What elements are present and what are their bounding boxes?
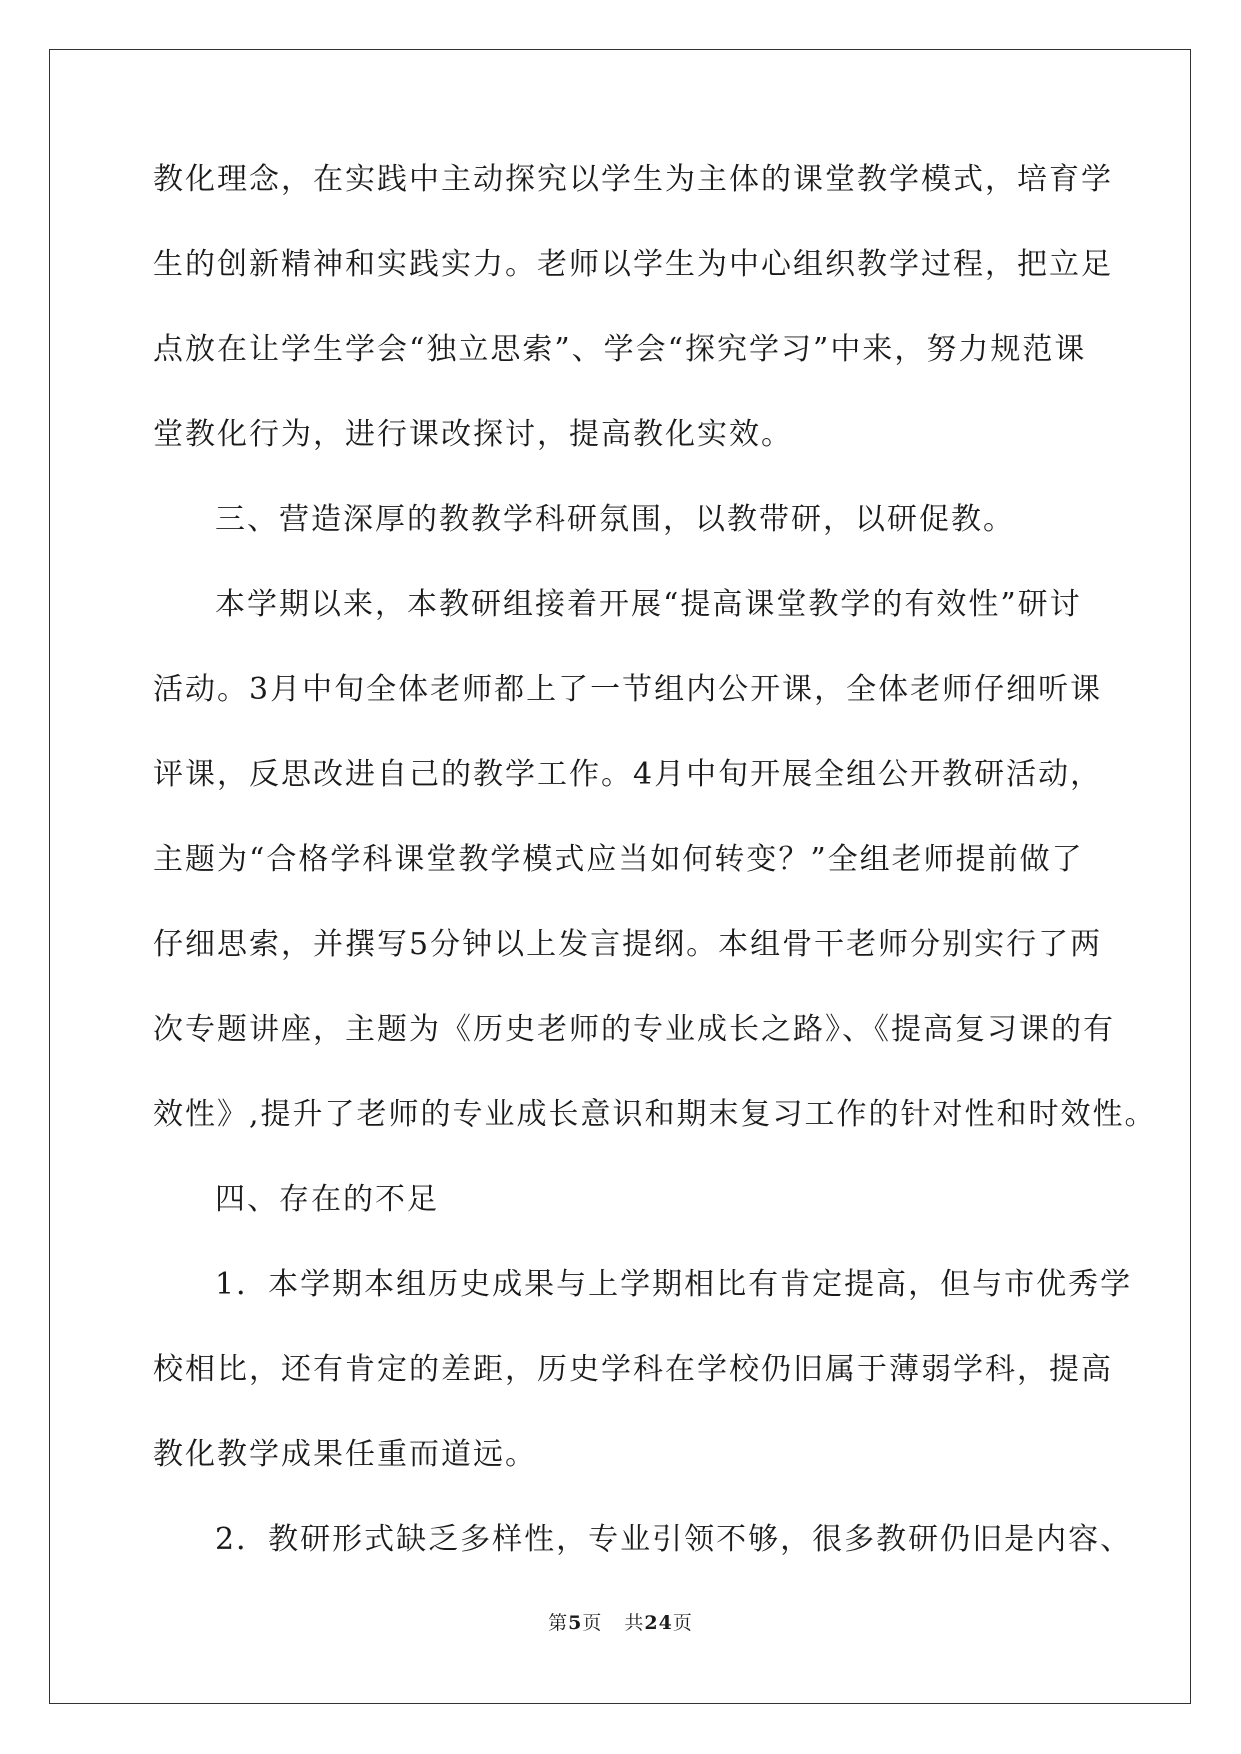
text-line: 教化理念，在实践中主动探究以学生为主体的课堂教学模式，培育学 [153,162,1113,197]
page-suffix: 页 [582,1612,603,1634]
text-line: 教化教学成果任重而道远。 [153,1437,537,1472]
list-item: 2．教研形式缺乏多样性，专业引领不够，很多教研仍旧是内容、 [215,1522,1133,1557]
text-line: 主题为“合格学科课堂教学模式应当如何转变？”全组老师提前做了 [153,842,1084,877]
section-heading: 四、存在的不足 [215,1182,439,1217]
text-line: 效性》,提升了老师的专业成长意识和期末复习工作的针对性和时效性。 [153,1097,1157,1132]
total-suffix: 页 [672,1612,693,1634]
text-line: 次专题讲座，主题为《历史老师的专业成长之路》、《提高复习课的有 [153,1012,1115,1047]
text-line: 仔细思索，并撰写5分钟以上发言提纲。本组骨干老师分别实行了两 [153,927,1103,962]
page-prefix: 第 [548,1612,569,1634]
text-line: 生的创新精神和实践实力。老师以学生为中心组织教学过程，把立足 [153,247,1113,282]
text-line: 本学期以来，本教研组接着开展“提高课堂教学的有效性”研讨 [215,587,1082,622]
document-body [153,160,1157,1605]
text-line: 点放在让学生学会“独立思索”、学会“探究学习”中来，努力规范课 [153,332,1087,367]
text-line: 活动。3月中旬全体老师都上了一节组内公开课，全体老师仔细听课 [153,672,1103,707]
total-prefix: 共 [624,1612,645,1634]
section-heading: 三、营造深厚的教教学科研氛围，以教带研，以研促教。 [215,502,1015,537]
text-line: 评课，反思改进自己的教学工作。4月中旬开展全组公开教研活动， [153,757,1103,792]
page-footer [0,1610,1241,1636]
text-line: 校相比，还有肯定的差距，历史学科在学校仍旧属于薄弱学科，提高 [153,1352,1113,1387]
text-line: 堂教化行为，进行课改探讨，提高教化实效。 [153,417,793,452]
list-item: 1．本学期本组历史成果与上学期相比有肯定提高，但与市优秀学 [215,1267,1133,1302]
page-number: 5 [568,1612,583,1634]
total-pages: 24 [644,1612,673,1634]
